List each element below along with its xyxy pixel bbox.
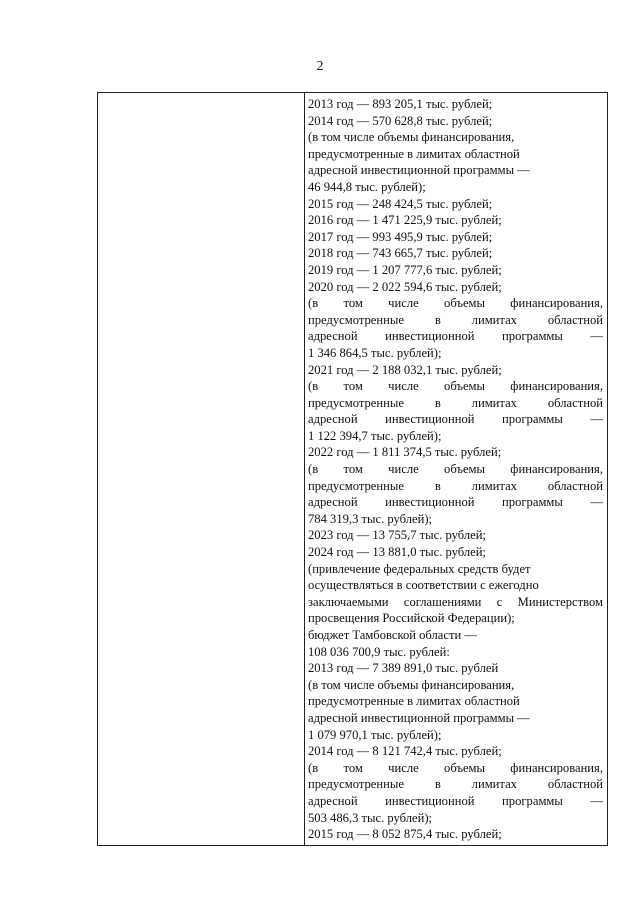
- funding-table: [97, 92, 608, 846]
- text-line: адресной инвестиционной программы —: [308, 412, 603, 427]
- text-line: 2014 год — 8 121 742,4 тыс. рублей;: [308, 744, 502, 759]
- text-line: 2013 год — 893 205,1 тыс. рублей;: [308, 97, 493, 111]
- text-line: адресной инвестиционной программы —: [308, 163, 530, 178]
- text-line: заключаемыми соглашениями с Министерством: [308, 594, 603, 609]
- text-line: 1 079 970,1 тыс. рублей);: [308, 727, 442, 742]
- text-line: (в том числе объемы финансирования,: [308, 130, 515, 145]
- text-line: предусмотренные в лимитах областной: [308, 694, 520, 709]
- text-line: 2014 год — 570 628,8 тыс. рублей;: [308, 113, 493, 128]
- text-line: 2023 год — 13 755,7 тыс. рублей;: [308, 528, 486, 543]
- text-line: (привлечение федеральных средств будет: [308, 561, 531, 576]
- page-number: 2: [316, 59, 324, 74]
- text-line: 503 486,3 тыс. рублей);: [308, 810, 433, 825]
- text-line: 784 319,3 тыс. рублей);: [308, 511, 433, 526]
- text-line: предусмотренные в лимитах областной: [308, 777, 603, 792]
- text-line: 1 346 864,5 тыс. рублей);: [308, 345, 442, 360]
- text-line: бюджет Тамбовской области —: [308, 628, 477, 642]
- text-line: адресной инвестиционной программы —: [308, 495, 603, 510]
- text-line: адресной инвестиционной программы —: [308, 329, 603, 344]
- text-line: предусмотренные в лимитах областной: [308, 146, 520, 161]
- text-line: 2020 год — 2 022 594,6 тыс. рублей;: [308, 279, 502, 294]
- text-line: (в том числе объемы финансирования,: [308, 462, 603, 477]
- text-line: 2021 год — 2 188 032,1 тыс. рублей;: [308, 362, 502, 377]
- text-line: адресной инвестиционной программы —: [308, 710, 530, 725]
- text-line: (в том числе объемы финансирования,: [308, 296, 603, 311]
- text-line: адресной инвестиционной программы —: [308, 793, 603, 808]
- text-line: 2022 год — 1 811 374,5 тыс. рублей;: [308, 445, 502, 460]
- right-cell: [308, 96, 603, 843]
- text-line: 2015 год — 248 424,5 тыс. рублей;: [308, 196, 493, 211]
- text-line: предусмотренные в лимитах областной: [308, 478, 603, 493]
- text-line: предусмотренные в лимитах областной: [308, 395, 603, 410]
- text-line: 46 944,8 тыс. рублей);: [308, 179, 426, 194]
- column-divider: [304, 93, 305, 845]
- text-line: 2016 год — 1 471 225,9 тыс. рублей;: [308, 213, 502, 228]
- text-line: 1 122 394,7 тыс. рублей);: [308, 428, 442, 443]
- text-line: 2019 год — 1 207 777,6 тыс. рублей;: [308, 262, 502, 277]
- text-line: просвещения Российской Федерации);: [308, 611, 515, 626]
- text-line: 2015 год — 8 052 875,4 тыс. рублей;: [308, 827, 502, 842]
- text-line: осуществляться в соответствии с ежегодно: [308, 578, 539, 593]
- text-line: предусмотренные в лимитах областной: [308, 312, 603, 327]
- text-line: 2017 год — 993 495,9 тыс. рублей;: [308, 229, 493, 244]
- text-line: (в том числе объемы финансирования,: [308, 760, 603, 775]
- text-line: (в том числе объемы финансирования,: [308, 677, 515, 692]
- text-line: 108 036 700,9 тыс. рублей:: [308, 644, 450, 659]
- text-line: 2013 год — 7 389 891,0 тыс. рублей: [308, 661, 499, 676]
- text-line: (в том числе объемы финансирования,: [308, 379, 603, 394]
- text-line: 2024 год — 13 881,0 тыс. рублей;: [308, 545, 486, 560]
- text-line: 2018 год — 743 665,7 тыс. рублей;: [308, 246, 493, 261]
